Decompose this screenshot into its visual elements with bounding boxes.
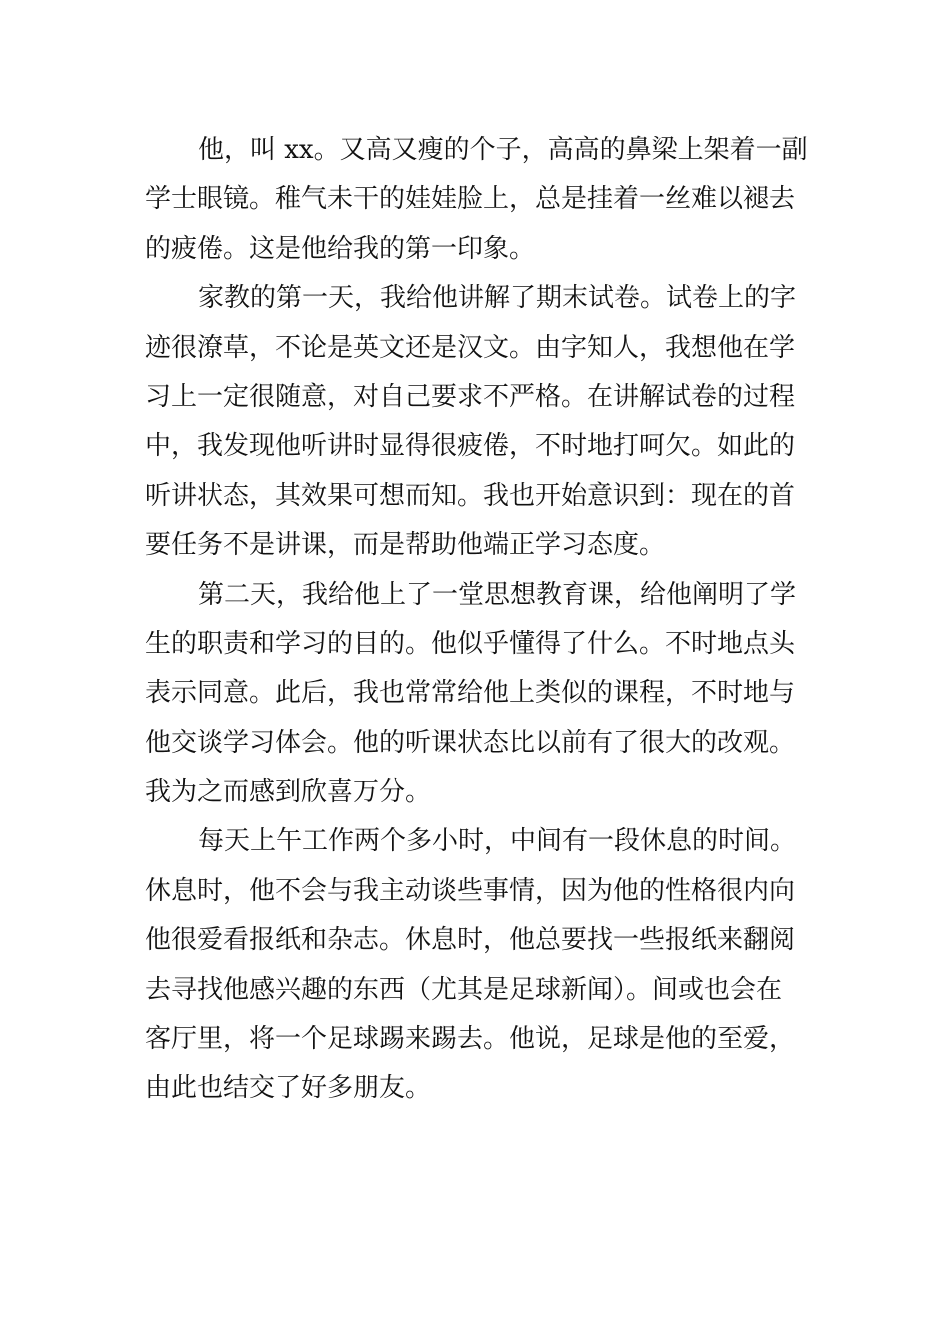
paragraph-line: 表示同意。此后，我也常常给他上类似的课程，不时地与	[145, 678, 796, 709]
paragraph-line: 第二天，我给他上了一堂思想教育课，给他阐明了学	[198, 579, 797, 610]
paragraph-3	[145, 571, 815, 818]
paragraph-line: 他，叫 xx。又高又瘦的个子，高高的鼻梁上架着一副	[198, 135, 808, 165]
paragraph-line: 生的职责和学习的目的。他似乎懂得了什么。不时地点头	[145, 628, 796, 659]
paragraph-4	[145, 817, 815, 1113]
paragraph-1	[145, 126, 815, 274]
paragraph-line: 我为之而感到欣喜万分。	[145, 777, 432, 808]
paragraph-line: 习上一定很随意，对自己要求不严格。在讲解试卷的过程	[145, 381, 796, 412]
paragraph-line: 每天上午工作两个多小时，中间有一段休息的时间。	[198, 826, 797, 857]
paragraph-line: 中，我发现他听讲时显得很疲倦，不时地打呵欠。如此的	[145, 431, 796, 462]
body-text	[145, 126, 815, 1114]
paragraph-line: 客厅里，将一个足球踢来踢去。他说，足球是他的至爱，	[145, 1024, 796, 1055]
paragraph-line: 由此也结交了好多朋友。	[145, 1073, 432, 1104]
paragraph-line: 学士眼镜。稚气未干的娃娃脸上，总是挂着一丝难以褪去	[145, 184, 796, 215]
paragraph-line: 要任务不是讲课，而是帮助他端正学习态度。	[145, 530, 666, 561]
paragraph-line: 他交谈学习体会。他的听课状态比以前有了很大的改观。	[145, 727, 796, 758]
paragraph-line: 休息时，他不会与我主动谈些事情，因为他的性格很内向	[145, 875, 796, 906]
paragraph-line: 迹很潦草，不论是英文还是汉文。由字知人，我想他在学	[145, 332, 796, 363]
paragraph-line: 的疲倦。这是他给我的第一印象。	[145, 233, 536, 264]
paragraph-line: 他很爱看报纸和杂志。休息时，他总要找一些报纸来翻阅	[145, 925, 796, 956]
paragraph-line: 去寻找他感兴趣的东西（尤其是足球新闻）。间或也会在	[145, 974, 783, 1005]
paragraph-2	[145, 274, 815, 570]
paragraph-line: 听讲状态，其效果可想而知。我也开始意识到：现在的首	[145, 480, 796, 511]
paragraph-line: 家教的第一天，我给他讲解了期末试卷。试卷上的字	[198, 283, 797, 314]
